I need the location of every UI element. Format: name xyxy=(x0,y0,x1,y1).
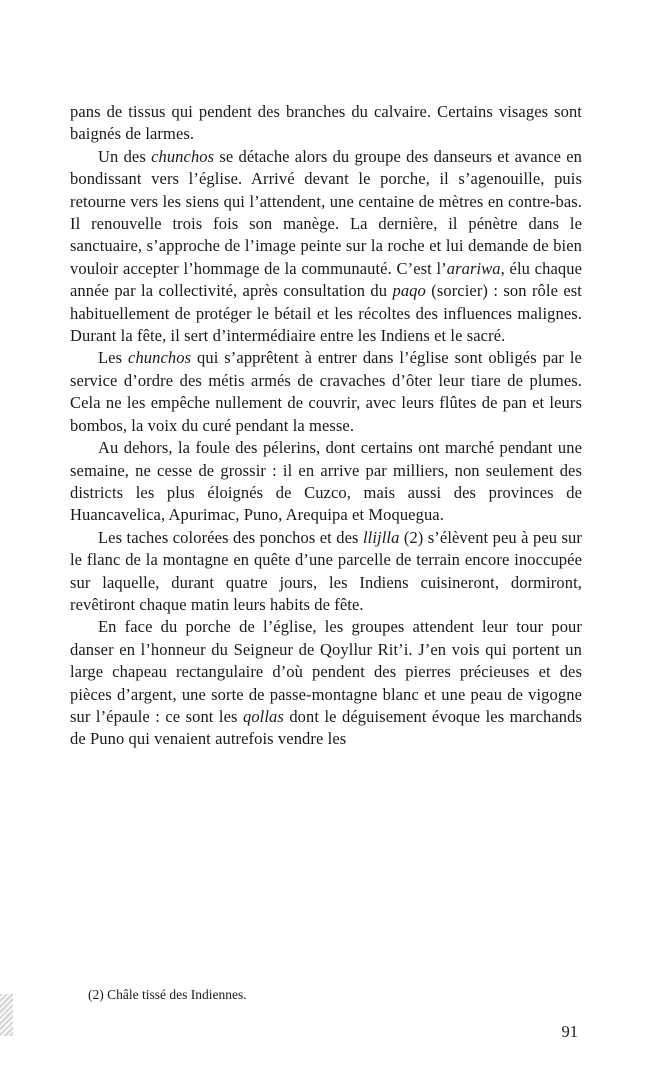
text-run: Les xyxy=(98,348,129,368)
paragraph xyxy=(70,101,582,146)
italic-term: chunchos xyxy=(151,146,215,166)
italic-term: qollas xyxy=(242,706,284,726)
scan-artifact xyxy=(0,994,13,1036)
page-number: 91 xyxy=(561,1022,578,1041)
paragraph xyxy=(70,347,582,437)
text-run: se détache alors du groupe des danseurs et avance en bondissant vers l’église. Arrivé devant le porche, il s’agenouille, puis retourne vers les siens qui l’attendent, une centaine de mètres en contre-bas. Il renouvelle trois fois son manège. La dernière, il pénètre dans le sanctuaire, s’approche de l’image peinte sur la roche et lui demande de bien vouloir accepter l’hommage de la communauté. C’est l’ xyxy=(70,146,582,278)
text-run: (sorcier) : son rôle est habituellement de protéger le bétail et les récoltes des influences malignes. Durant la fête, il sert d’intermédiaire entre les Indiens et le sacré. xyxy=(70,281,582,346)
text-run: Un des xyxy=(98,146,152,166)
paragraph xyxy=(70,527,582,617)
text-run: qui s’apprêtent à entrer dans l’église sont obligés par le service d’ordre des métis armés de cravaches d’ôter leur tiare de plumes. Cela ne les empêche nullement de couvrir, avec leurs flûtes de pan et leurs bombos, la voix du curé pendant la messe. xyxy=(70,348,582,435)
paragraph xyxy=(70,437,582,527)
text-run: pans de tissus qui pendent des branches du calvaire. Certains visages sont baignés de larmes. xyxy=(70,102,582,144)
text-run: dont le déguisement évoque les marchands de Puno qui venaient autrefois vendre les xyxy=(70,706,582,749)
italic-term: llijlla xyxy=(362,527,400,547)
paragraph xyxy=(70,616,582,750)
footnote: (2) Châle tissé des Indiennes. xyxy=(88,987,247,1002)
italic-term: paqo xyxy=(392,281,426,301)
text-run: En face du porche de l’église, les groupes attendent leur tour pour danser en l’honneur du Seigneur de Qoyllur Rit’i. J’en vois qui portent un large chapeau rectangulaire d’où pendent des pierres précieuses et des pièces d’argent, une sorte de passe-montagne blanc et une peau de vigogne sur l’épaule : ce sont les xyxy=(70,617,582,726)
text-run: (2) s’élèvent peu à peu sur le flanc de la montagne en quête d’une parcelle de terrain encore inoccupée sur laquelle, durant quatre jours, les Indiens cuisineront, dormiront, revêtiront chaque matin leurs habits de fête. xyxy=(70,527,583,614)
page-text xyxy=(70,101,582,751)
text-run: Les taches colorées des ponchos et des xyxy=(98,527,363,547)
italic-term: arariwa xyxy=(446,258,501,278)
text-run: Au dehors, la foule des pélerins, dont certains ont marché pendant une semaine, ne cesse de grossir : il en arrive par milliers, non seulement des districts les plus éloignés de Cuzco, mais aussi des provinces de Huancavelica, Apurimac, Puno, Arequipa et Moquegua. xyxy=(70,438,582,525)
paragraph xyxy=(70,146,582,348)
text-run: , élu chaque année par la collectivité, après consultation du xyxy=(70,258,582,301)
italic-term: chunchos xyxy=(128,348,192,368)
